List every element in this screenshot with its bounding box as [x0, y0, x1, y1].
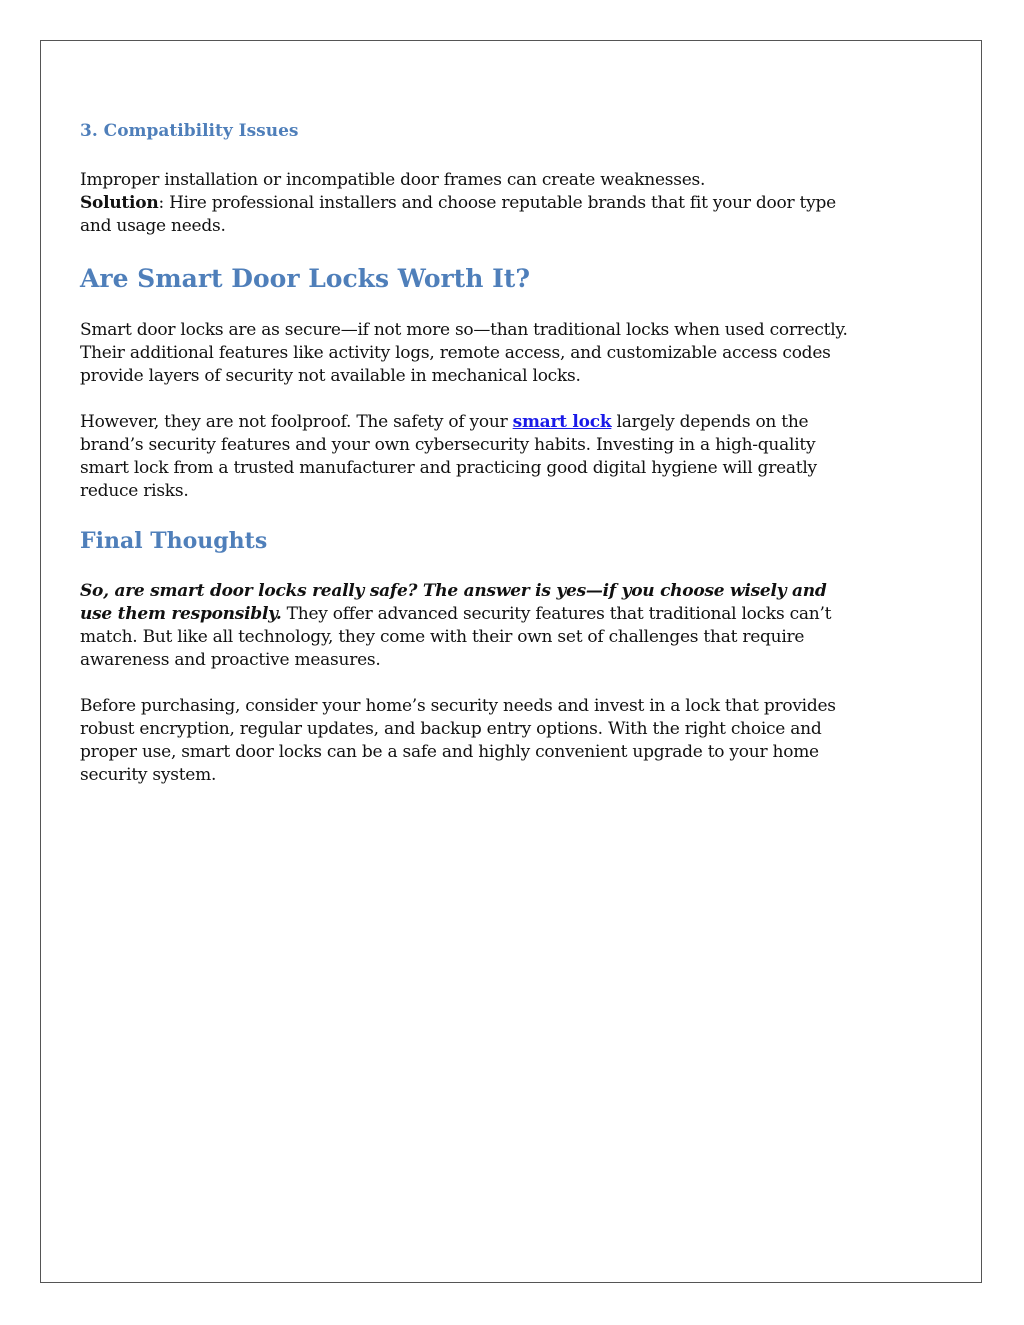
final-emphasis: So, are smart door locks really safe? The answer is yes—if you choose wisely and use them responsibly.: [80, 581, 827, 624]
final-thoughts-heading: Final Thoughts: [80, 528, 268, 554]
smart-lock-link[interactable]: smart lock: [512, 412, 612, 432]
worth-it-paragraph-2: [80, 411, 860, 503]
solution-label: Solution: [80, 193, 159, 213]
worth-it-text-after-link: largely depends on the brand’s security features and your own cybersecurity habits. Investing in a high-quality smart lock from a trusted manufacturer and practicing good digital hygiene will greatly reduce risks.: [80, 412, 817, 501]
final-thoughts-paragraph-2: Before purchasing, consider your home’s security needs and invest in a lock that provides robust encryption, regular updates, and backup entry options. With the right choice and proper use, smart door locks can be a safe and highly convenient upgrade to your home security system.: [80, 696, 836, 785]
worth-it-text-before-link: However, they are not foolproof. The safety of your: [80, 412, 513, 432]
compatibility-heading: 3. Compatibility Issues: [80, 121, 299, 141]
final-thoughts-paragraph-1: [80, 580, 860, 672]
document-content: [80, 80, 860, 787]
worth-it-heading: Are Smart Door Locks Worth It?: [80, 264, 530, 293]
compatibility-paragraph: [80, 169, 860, 238]
compatibility-line: Improper installation or incompatible door frames can create weaknesses.: [80, 170, 706, 190]
solution-text: : Hire professional installers and choose reputable brands that fit your door type and usage needs.: [80, 193, 836, 236]
worth-it-paragraph-1: Smart door locks are as secure—if not more so—than traditional locks when used correctly. Their additional features like activity logs, remote access, and customizable access codes provide layers of security not available in mechanical locks.: [80, 320, 848, 386]
final-text: They offer advanced security features that traditional locks can’t match. But like all technology, they come with their own set of challenges that require awareness and proactive measures.: [80, 604, 832, 670]
